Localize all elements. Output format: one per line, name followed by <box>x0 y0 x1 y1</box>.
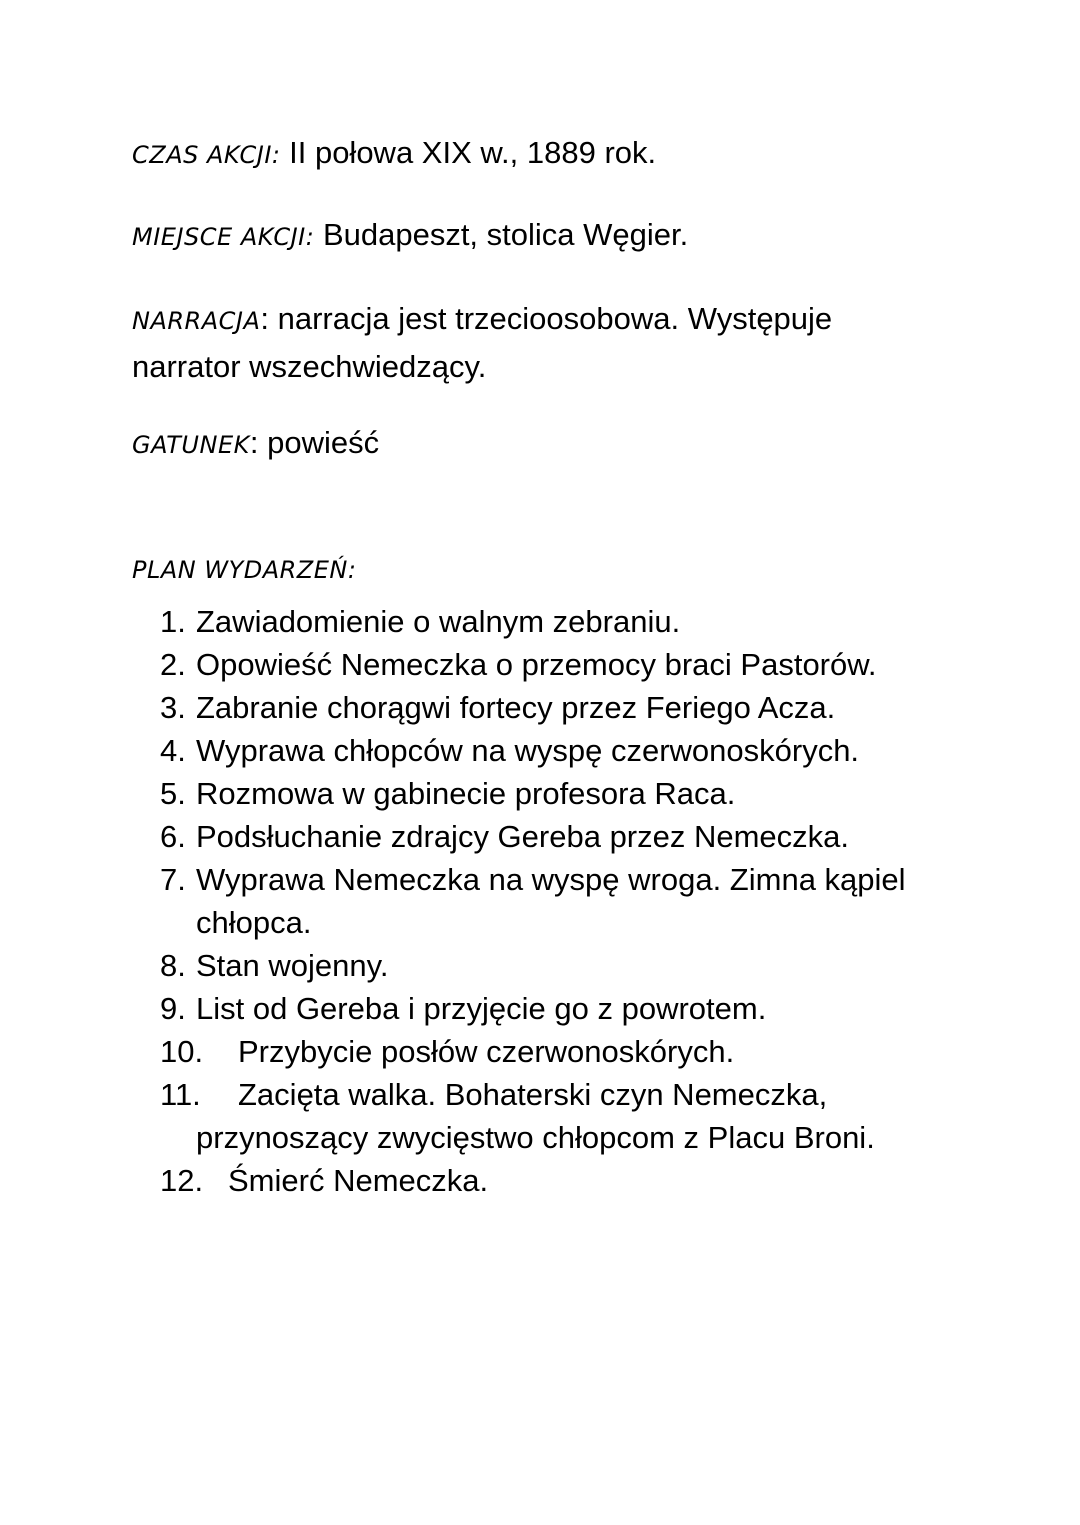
field-label: GATUNEK <box>132 431 250 459</box>
item-text: Rozmowa w gabinecie profesora Raca. <box>196 776 736 811</box>
list-item <box>160 944 960 987</box>
list-item <box>160 643 960 686</box>
item-number: 12. <box>160 1163 204 1198</box>
item-number: 11. <box>160 1077 201 1112</box>
item-number: 1. <box>160 604 186 639</box>
item-number: 10. <box>160 1034 204 1069</box>
plan-label: PLAN WYDARZEŃ: <box>132 556 357 584</box>
item-number: 5. <box>160 776 186 811</box>
item-text: Wyprawa chłopców na wyspę czerwonoskórych. <box>196 733 860 768</box>
list-item <box>160 815 960 858</box>
item-number: 6. <box>160 819 186 854</box>
field-gatunek <box>132 420 952 468</box>
item-text: Zabranie chorągwi fortecy przez Feriego Acza. <box>196 690 836 725</box>
field-czas-akcji <box>132 130 952 178</box>
list-item <box>160 987 960 1030</box>
item-number: 7. <box>160 862 186 897</box>
item-number: 4. <box>160 733 186 768</box>
list-item <box>160 858 960 944</box>
item-text: Śmierć Nemeczka. <box>228 1163 489 1198</box>
field-value: : powieść <box>249 425 380 460</box>
item-text: Zawiadomienie o walnym zebraniu. <box>196 604 681 639</box>
list-item <box>160 772 960 815</box>
item-text: Wyprawa Nemeczka na wyspę wroga. Zimna kąpiel chłopca. <box>196 862 906 940</box>
list-item <box>160 1073 960 1159</box>
plan-heading <box>132 545 952 593</box>
field-label: CZAS AKCJI: <box>132 141 281 169</box>
item-text: List od Gereba i przyjęcie go z powrotem. <box>196 991 767 1026</box>
field-value: Budapeszt, stolica Węgier. <box>314 217 689 252</box>
field-narracja <box>132 296 892 389</box>
item-number: 8. <box>160 948 186 983</box>
list-item <box>160 1159 960 1202</box>
plan-list <box>160 600 960 1202</box>
list-item <box>160 1030 960 1073</box>
item-number: 2. <box>160 647 186 682</box>
field-value: : narracja jest trzecioosobowa. Występuje narrator wszechwiedzący. <box>132 301 833 384</box>
field-value: II połowa XIX w., 1889 rok. <box>280 135 657 170</box>
field-label: MIEJSCE AKCJI: <box>132 223 315 251</box>
field-miejsce-akcji <box>132 212 952 260</box>
item-text: Przybycie posłów czerwonoskórych. <box>238 1034 735 1069</box>
item-text: Podsłuchanie zdrajcy Gereba przez Nemeczka. <box>196 819 850 854</box>
list-item <box>160 686 960 729</box>
list-item <box>160 729 960 772</box>
item-number: 9. <box>160 991 186 1026</box>
item-text: Stan wojenny. <box>196 948 389 983</box>
list-item <box>160 600 960 643</box>
item-text: Zacięta walka. Bohaterski czyn Nemeczka, przynoszący zwycięstwo chłopcom z Placu Broni. <box>196 1077 875 1155</box>
field-label: NARRACJA <box>132 307 261 335</box>
item-text: Opowieść Nemeczka o przemocy braci Pastorów. <box>196 647 877 682</box>
item-number: 3. <box>160 690 186 725</box>
